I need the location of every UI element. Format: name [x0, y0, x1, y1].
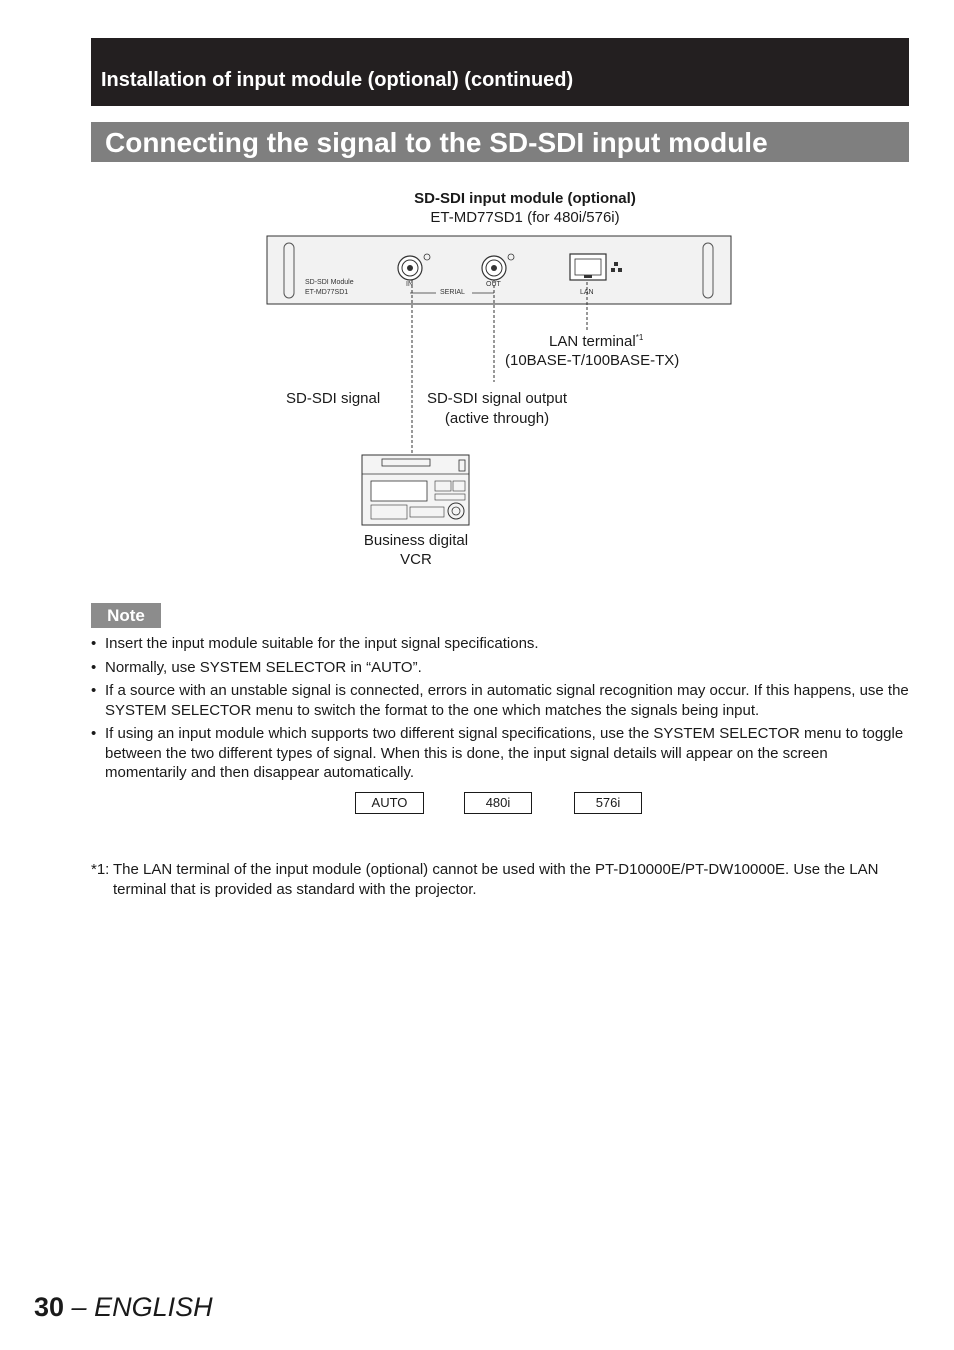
note-item: • Insert the input module suitable for the input signal specifications.	[91, 634, 911, 654]
port-serial-label: SERIAL	[440, 289, 465, 296]
footnote-text: The LAN terminal of the input module (optional) cannot be used with the PT-D10000E/PT-DW10000E. Use the LAN terminal that is provided as standard with the projector.	[113, 861, 879, 898]
page-footer	[34, 1292, 213, 1323]
sdi-signal-label: SD-SDI signal	[286, 390, 381, 407]
module-title: SD-SDI input module (optional)	[414, 190, 636, 207]
vcr-label-line1: Business digital	[363, 532, 469, 549]
cycle-box-576i: 576i	[574, 792, 642, 814]
page-title: Connecting the signal to the SD-SDI input module	[105, 127, 768, 158]
port-lan-label: LAN	[580, 289, 594, 296]
lan-spec: (10BASE-T/100BASE-TX)	[505, 352, 680, 369]
panel-name-line1: SD-SDI Module	[305, 279, 354, 286]
module-model: ET-MD77SD1 (for 480i/576i)	[430, 209, 620, 226]
sdi-output-line1: SD-SDI signal output	[426, 390, 568, 407]
note-list	[91, 634, 911, 787]
lan-terminal-text: LAN terminal	[549, 333, 636, 350]
panel-name-line2: ET-MD77SD1	[305, 289, 349, 296]
note-label: Note	[91, 603, 161, 628]
vcr-label-line2: VCR	[400, 551, 432, 568]
vcr-icon	[362, 455, 469, 525]
lan-footnote-mark: *1	[635, 333, 644, 342]
note-item: • If using an input module which supports two different signal specifications, use the SYSTEM SELECTOR menu to toggle between the two different types of signal. When this is done, the input signal details will appear on the screen momentarily and then disappear automatically.	[91, 724, 911, 783]
note-item: • Normally, use SYSTEM SELECTOR in “AUTO”.	[91, 658, 911, 678]
port-out-label: OUT	[486, 281, 501, 288]
page-number: 30	[34, 1292, 65, 1322]
lan-terminal-label	[549, 333, 643, 350]
sdi-output-line2: (active through)	[444, 410, 550, 427]
cycle-box-auto: AUTO	[355, 792, 424, 814]
footnote-mark: *1:	[91, 861, 110, 878]
section-header: Installation of input module (optional) (continued)	[101, 69, 574, 91]
page-language: – ENGLISH	[64, 1292, 213, 1322]
cycle-box-480i: 480i	[464, 792, 532, 814]
port-in-label: IN	[406, 281, 413, 288]
lan-port-icon	[570, 254, 606, 280]
footnote	[91, 860, 911, 899]
note-item: • If a source with an unstable signal is connected, errors in automatic signal recognition may occur. If this happens, use the SYSTEM SELECTOR menu to switch the format to the one which matches the signals being input.	[91, 681, 911, 720]
connection-diagram	[0, 0, 954, 600]
